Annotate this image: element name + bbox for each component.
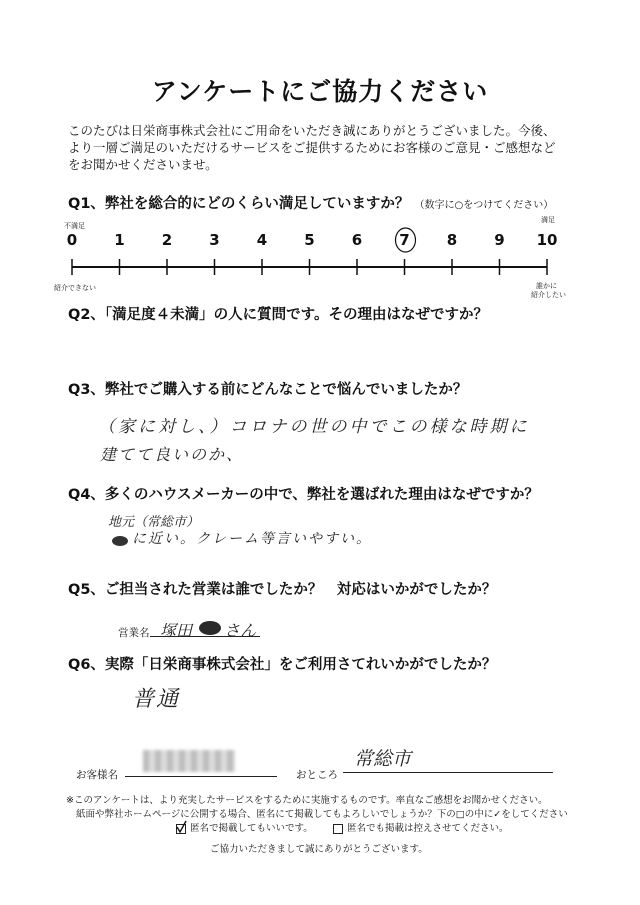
q2-question: Q2、「満足度４未満」の人に質問です。その理由はなぜですか？: [68, 307, 489, 323]
sales-name-underline: [150, 636, 260, 637]
address-label: おところ: [296, 769, 338, 781]
scale-number-1[interactable]: 1: [114, 231, 125, 249]
satisfaction-scale: [0, 0, 640, 320]
address-value: 常総市: [354, 748, 412, 770]
intro-line: をお聞かせくださいませ。: [68, 157, 218, 172]
q6-question: Q6、実際「日栄商事株式会社」をご利用さてれいかがでしたか？: [68, 657, 497, 673]
q4-question: Q4、多くのハウスメーカーの中で、弊社を選ばれた理由はなぜですか？: [68, 487, 539, 503]
scale-number-10[interactable]: 10: [536, 231, 558, 249]
redaction-scribble: [197, 619, 223, 637]
scale-number-6[interactable]: 6: [351, 231, 363, 249]
q3-answer-line-1: （家に対し、）コロナの世の中でこの様な時期に: [98, 417, 530, 437]
option-anonymous-decline-label: 匿名でも掲載は控えさせてください。: [347, 823, 509, 834]
checkmark-icon: [176, 820, 188, 834]
scale-number-2[interactable]: 2: [161, 231, 173, 249]
q1-label: Q1、弊社を総合的にどのくらい満足していますか？: [68, 196, 410, 212]
scale-right-bottom-label-2: 紹介したい: [531, 291, 566, 299]
option-anonymous-ok-label: 匿名で掲載してもいいです。: [190, 823, 313, 834]
scale-number-0[interactable]: 0: [66, 231, 78, 249]
option-anonymous-decline: [333, 820, 509, 834]
option-anonymous-ok-checkbox[interactable]: [176, 824, 186, 834]
intro-line: より一層ご満足のいただけるサービスをご提供するためにお客様のご意見・ご感想など: [68, 140, 556, 155]
scribble-mark: [110, 534, 130, 548]
scale-left-top-label: 不満足: [64, 222, 85, 230]
customer-name-underline: [125, 776, 277, 777]
sales-name-label: 営業名: [118, 627, 150, 639]
q6-answer: 普通: [132, 687, 181, 712]
intro-line: このたびは日栄商事株式会社にご用命をいただき誠にありがとうございました。今後、: [68, 123, 556, 138]
address-underline: [343, 772, 553, 773]
selected-circle: [396, 228, 416, 252]
option-anonymous-ok: [176, 820, 313, 834]
scale-left-bottom-label: 紹介できない: [54, 284, 96, 292]
survey-note: ※このアンケートは、より充実したサービスをするために実施するものです。率直なご感想をお聞かせください。: [66, 795, 548, 806]
scale-number-4[interactable]: 4: [256, 231, 268, 249]
scale-right-top-label: 満足: [541, 216, 555, 224]
q4-answer-line-1: 地元（常総市）: [108, 515, 200, 530]
scale-number-5[interactable]: 5: [304, 231, 315, 249]
publish-question: 紙面や弊社ホームページに公開する場合、匿名にて掲載してもよろしいでしょうか？下の□の中に✓をしてください: [76, 809, 568, 820]
scale-number-8[interactable]: 8: [446, 231, 458, 249]
thanks-text: ご協力いただきまして誠にありがとうございます。: [210, 844, 428, 855]
sales-name-value: 塚田: [160, 621, 193, 640]
scale-number-7[interactable]: 7: [399, 231, 410, 249]
scale-right-bottom-label-1: 誰かに: [536, 282, 557, 290]
scale-number-9[interactable]: 9: [494, 231, 505, 249]
customer-name-redacted: [143, 750, 235, 772]
q3-answer-line-2: 建てて良いのか、: [100, 445, 245, 464]
customer-name-label: お客様名: [76, 769, 118, 781]
q5-question: Q5、ご担当された営業は誰でしたか？ 対応はいかがでしたか？: [68, 582, 497, 598]
page-title: アンケートにご協力ください: [151, 77, 489, 106]
q3-question: Q3、弊社でご購入する前にどんなことで悩んでいましたか？: [68, 382, 468, 398]
q4-answer-line-2: に近い。クレーム等言いやすい。: [132, 531, 372, 547]
sales-name-suffix: さん: [224, 621, 257, 640]
q1-note: （数字に○をつけてください）: [414, 200, 554, 211]
scale-number-3[interactable]: 3: [209, 231, 220, 249]
option-anonymous-decline-checkbox[interactable]: [333, 824, 343, 834]
